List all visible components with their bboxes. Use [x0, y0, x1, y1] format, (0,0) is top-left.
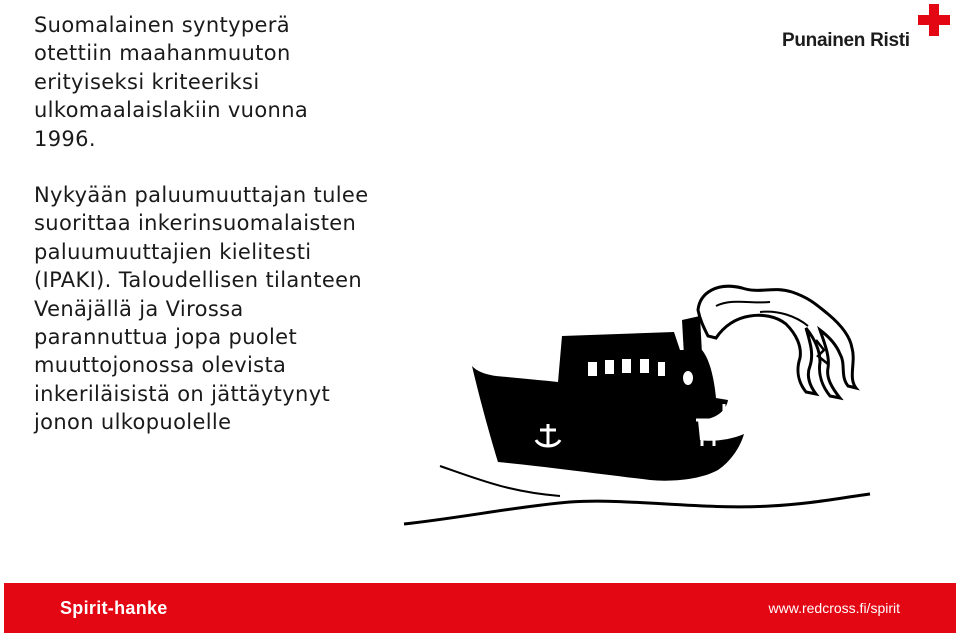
text-line: erityiseksi kriteeriksi — [34, 69, 260, 94]
text-line: (IPAKI). Taloudellisen tilanteen — [34, 268, 363, 293]
text-line: inkeriläisistä on jättäytynyt — [34, 381, 331, 406]
slide-body-text — [34, 11, 434, 437]
text-line: ulkomaalaislakiin vuonna — [34, 98, 309, 123]
text-line: paluumuuttajien kielitesti — [34, 239, 312, 264]
text-line: parannuttua jopa puolet — [34, 325, 298, 350]
footer-url-link[interactable]: www.redcross.fi/spirit — [768, 600, 900, 616]
punainen-risti-logo — [782, 4, 952, 54]
logo-text: Punainen Risti — [782, 30, 910, 51]
paragraph-spacer — [34, 153, 434, 181]
text-line: Suomalainen syntyperä — [34, 13, 291, 37]
text-line: muuttojonossa olevista — [34, 353, 287, 378]
footer-title: Spirit-hanke — [60, 598, 168, 618]
text-line: suorittaa inkerinsuomalaisten — [34, 211, 357, 236]
red-cross-icon — [918, 4, 950, 36]
text-line: Nykyään paluumuuttajan tulee — [34, 183, 369, 208]
text-line: otettiin maahanmuuton — [34, 41, 291, 66]
text-line: jonon ulkopuolelle — [34, 410, 232, 435]
ship-illustration — [400, 270, 880, 550]
footer-bar — [4, 583, 956, 633]
text-line: Venäjällä ja Virossa — [34, 296, 244, 321]
text-line: 1996. — [34, 126, 96, 151]
